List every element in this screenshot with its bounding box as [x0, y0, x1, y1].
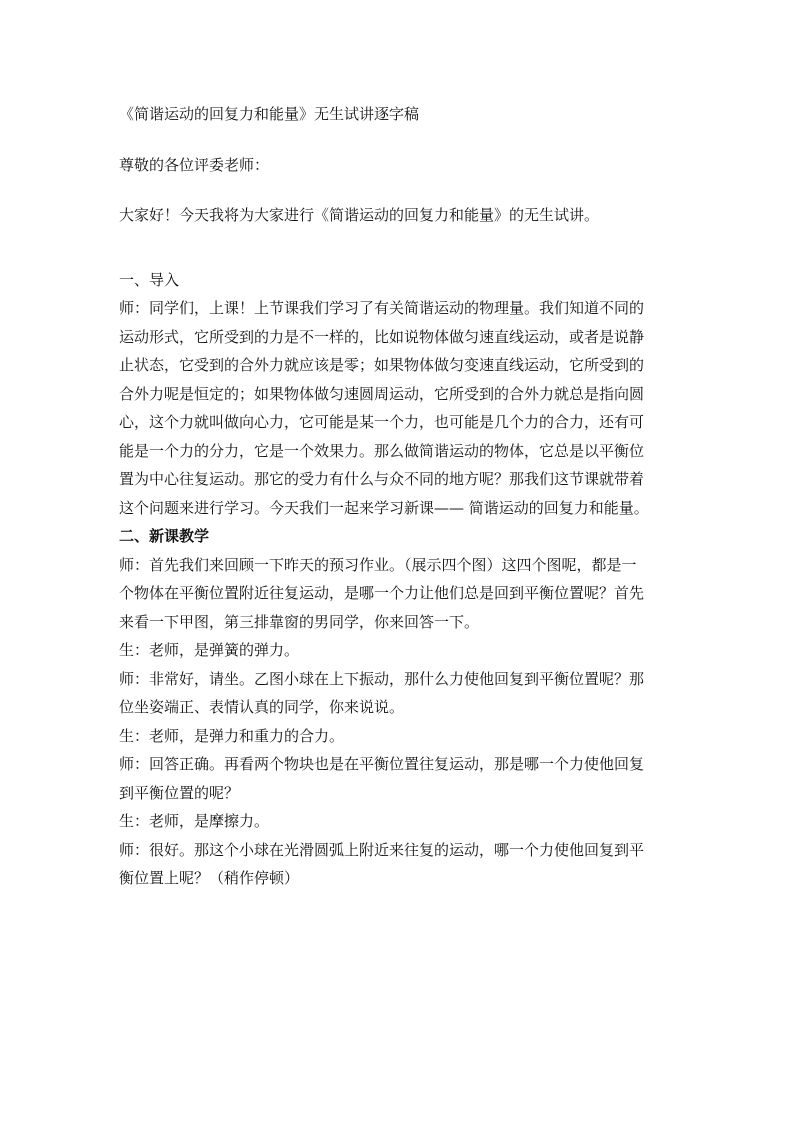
paragraph-line: 位坐姿端正、表情认真的同学，你来说说。: [119, 698, 405, 716]
document-body: [119, 100, 679, 893]
section-new-lesson: [119, 522, 679, 893]
paragraph-line: 衡位置上呢？（稍作停顿）: [119, 869, 300, 887]
section-heading: 一、导入: [119, 270, 180, 289]
paragraph-line: 师：很好。那这个小球在光滑圆弧上附近来往复的运动，哪一个力使他回复到平: [119, 840, 645, 859]
paragraph-line: 师：首先我们来回顾一下昨天的预习作业。（展示四个图）这四个图呢，都是一: [119, 555, 637, 574]
greeting: 大家好！今天我将为大家进行《简谐运动的回复力和能量》的无生试讲。: [119, 206, 600, 224]
paragraph-line: 个物体在平衡位置附近往复运动，是哪一个力让他们总是回到平衡位置呢？首先: [119, 584, 645, 602]
paragraph-line: 生：老师，是摩擦力。: [119, 812, 270, 830]
paragraph-line: 师：非常好，请坐。乙图小球在上下振动，那什么力使他回复到平衡位置呢？那: [119, 669, 645, 688]
paragraph-line: 生：老师，是弹簧的弹力。: [119, 641, 300, 659]
salutation: 尊敬的各位评委老师：: [119, 155, 270, 174]
paragraph-line: 置为中心往复运动。那它的受力有什么与众不同的地方呢？那我们这节课就带着: [119, 470, 645, 488]
section-heading: 二、新课教学: [119, 527, 210, 545]
paragraph-line: 到平衡位置的呢？: [119, 783, 240, 802]
paragraph-line: 运动形式，它所受到的力是不一样的，比如说物体做匀速直线运动，或者是说静: [119, 327, 645, 346]
paragraph-line: 合外力呢是恒定的；如果物体做匀速圆周运动，它所受到的合外力就总是指向圆: [119, 384, 645, 403]
paragraph-line: 止状态，它受到的合外力就应该是零；如果物体做匀变速直线运动，它所受到的: [119, 356, 645, 374]
paragraph-line: 师：同学们，上课！上节课我们学习了有关简谐运动的物理量。我们知道不同的: [119, 299, 645, 317]
paragraph-line: 生：老师，是弹力和重力的合力。: [119, 726, 345, 745]
paragraph-line: 这个问题来进行学习。今天我们一起来学习新课—— 简谐运动的回复力和能量。: [119, 498, 649, 517]
document-title: 《简谐运动的回复力和能量》无生试讲逐字稿: [119, 105, 420, 123]
paragraph-line: 心，这个力就叫做向心力，它可能是某一个力，也可能是几个力的合力，还有可: [119, 413, 645, 431]
paragraph-line: 师：回答正确。再看两个物块也是在平衡位置往复运动，那是哪一个力使他回复: [119, 755, 645, 773]
paragraph-line: 能是一个力的分力，它是一个效果力。那么做简谐运动的物体，它总是以平衡位: [119, 441, 645, 460]
paragraph-line: 来看一下甲图，第三排靠窗的男同学，你来回答一下。: [119, 612, 480, 631]
section-intro: [119, 266, 679, 523]
